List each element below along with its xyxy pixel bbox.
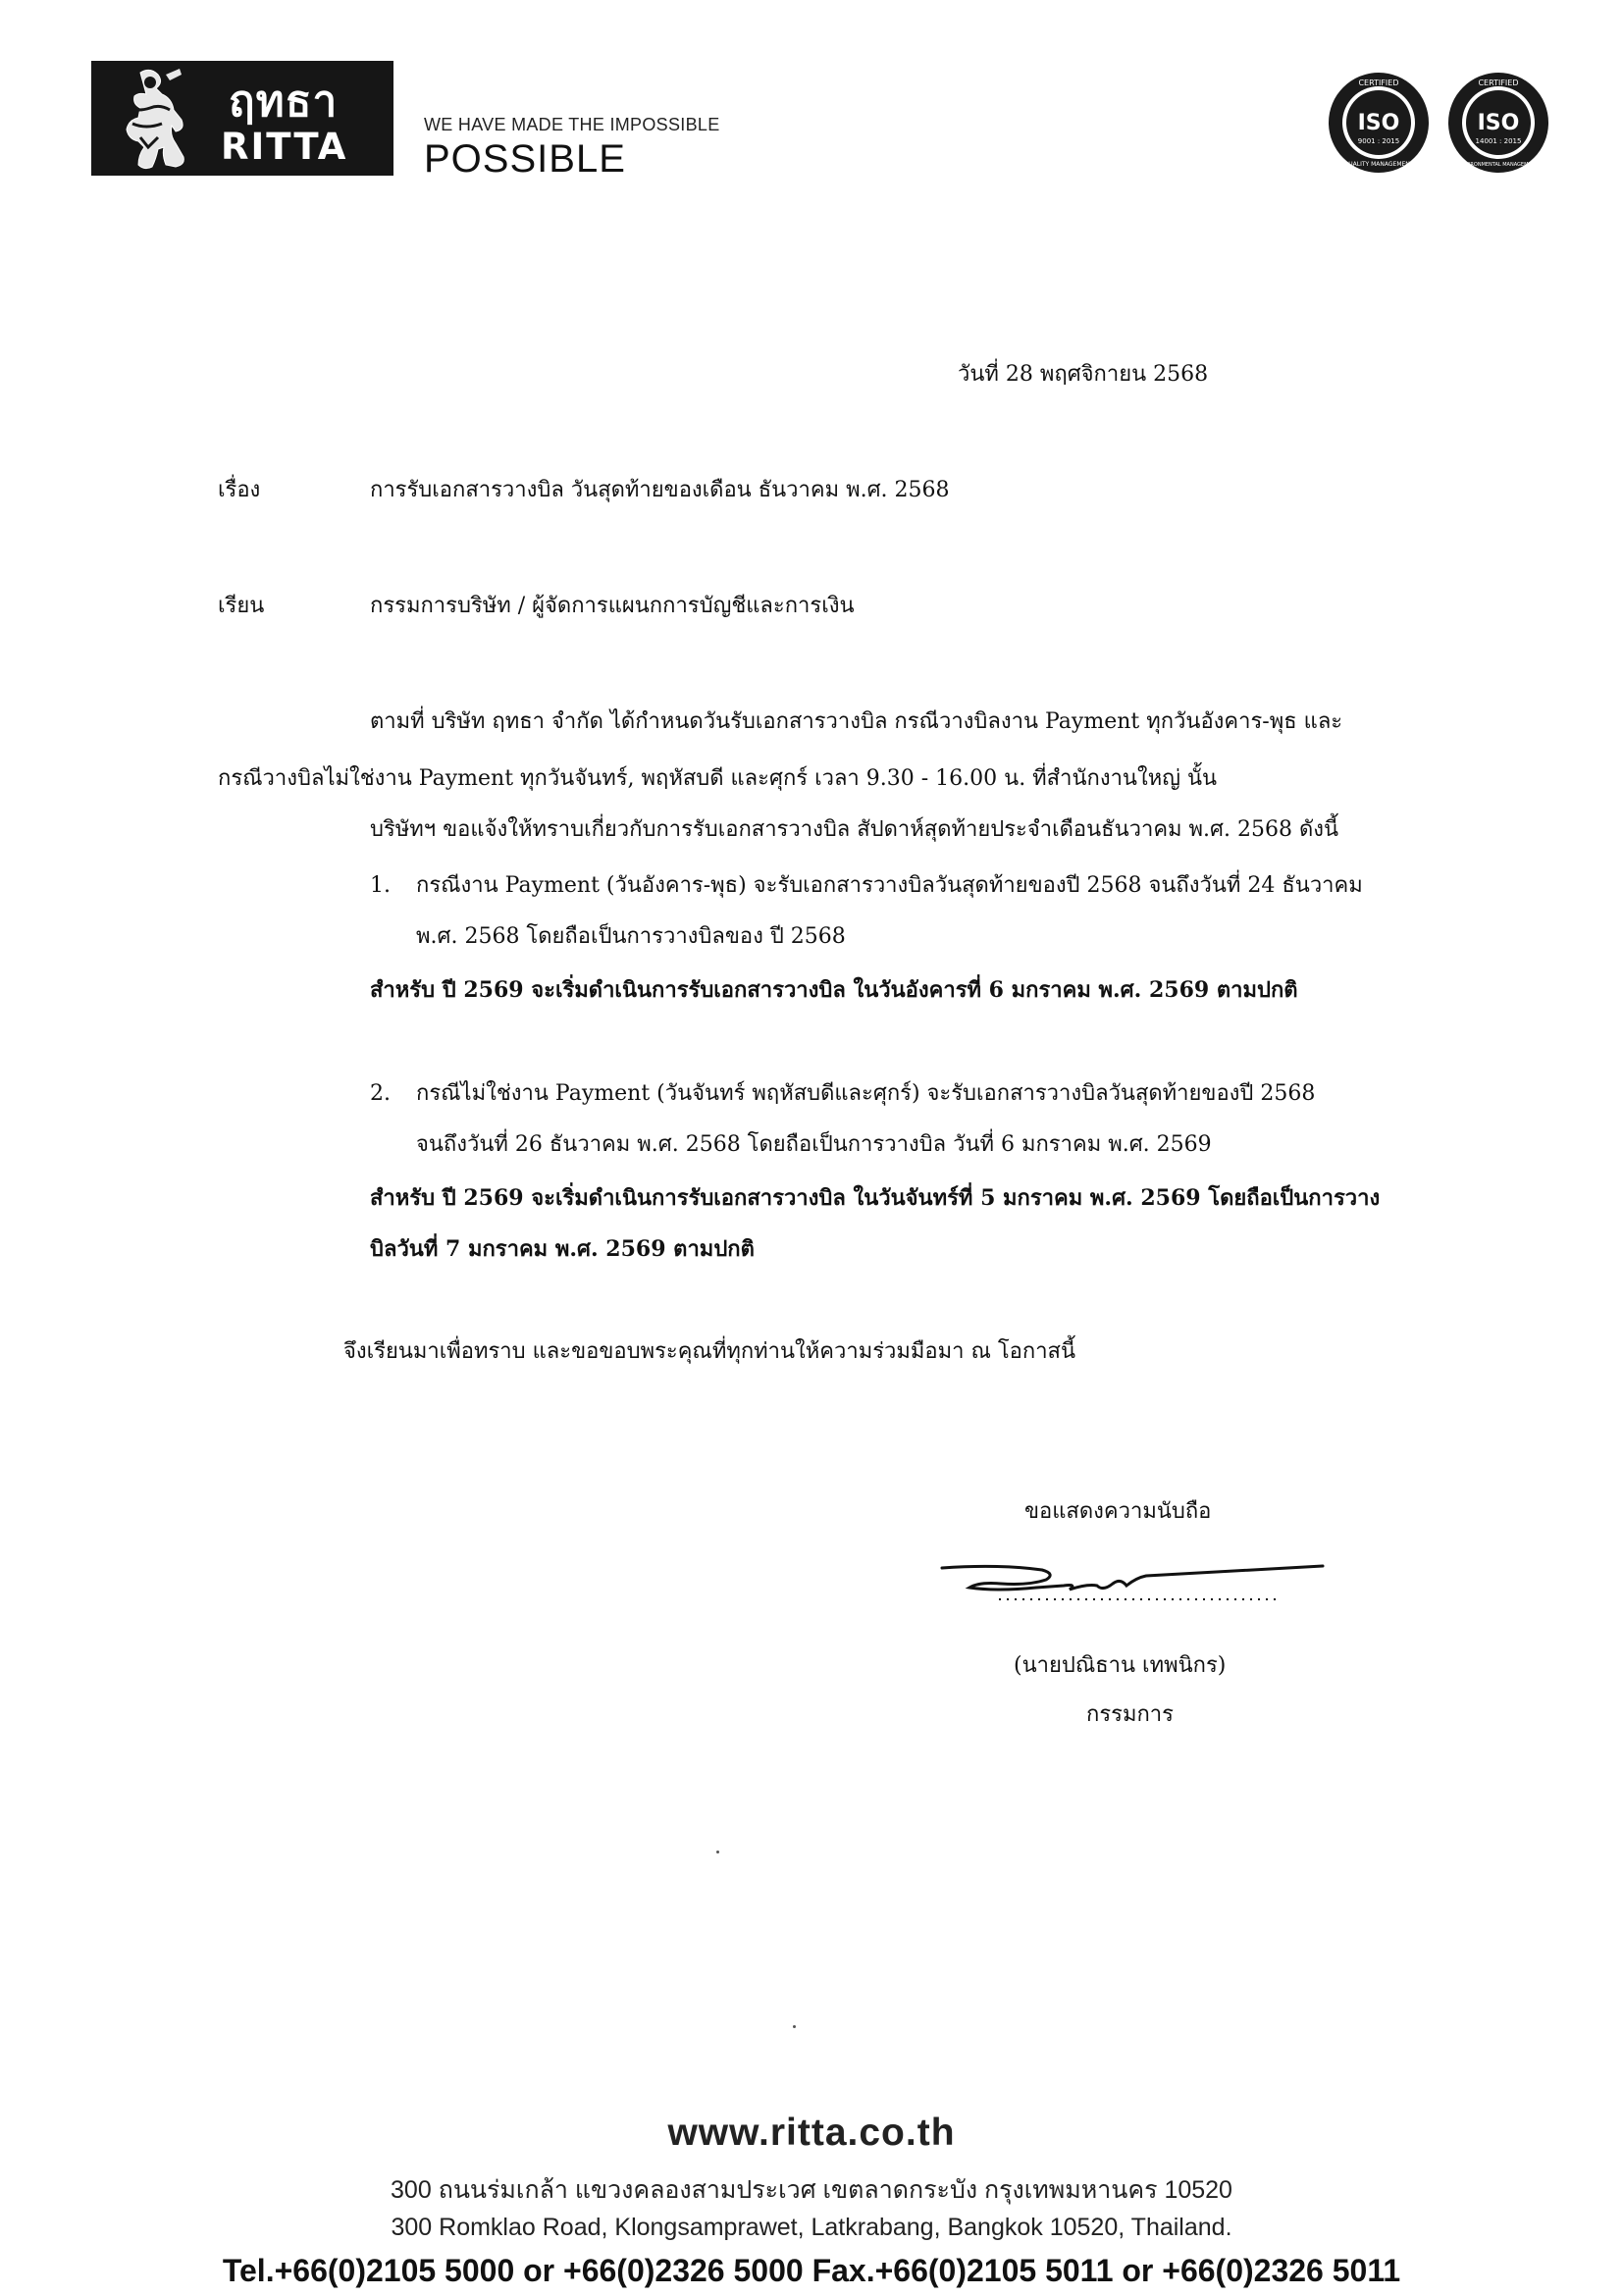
svg-text:ENVIRONMENTAL MANAGEMENT: ENVIRONMENTAL MANAGEMENT <box>1458 162 1539 168</box>
slogan-small: WE HAVE MADE THE IMPOSSIBLE <box>424 115 720 134</box>
item-2-line-1: กรณีไม่ใช่งาน Payment (วันจันทร์ พฤหัสบดีและศุกร์) จะรับเอกสารวางบิลวันสุดท้ายของปี 2568 <box>416 1081 1316 1106</box>
signer-title: กรรมการ <box>1086 1702 1174 1727</box>
regards: ขอแสดงความนับถือ <box>1024 1499 1212 1524</box>
iso-9001-badge-icon <box>1327 71 1431 175</box>
logo-latin-text: RITTA <box>221 126 348 168</box>
svg-text:14001 : 2015: 14001 : 2015 <box>1475 137 1522 145</box>
logo-thai-text: ฤทธา <box>229 77 339 127</box>
closing-line: จึงเรียนมาเพื่อทราบ และขอขอบพระคุณที่ทุกท่านให้ความร่วมมือมา ณ โอกาสนี้ <box>343 1339 1076 1364</box>
signer-name: (นายปณิธาน เทพนิกร) <box>1014 1653 1227 1678</box>
item-1-note: สำหรับ ปี 2569 จะเริ่มดำเนินการรับเอกสารวางบิล ในวันอังคารที่ 6 มกราคม พ.ศ. 2569 ตามปกติ <box>370 977 1298 1003</box>
svg-text:9001 : 2015: 9001 : 2015 <box>1357 137 1400 145</box>
item-2-line-2: จนถึงวันที่ 26 ธันวาคม พ.ศ. 2568 โดยถือเป็นการวางบิล วันที่ 6 มกราคม พ.ศ. 2569 <box>416 1132 1212 1157</box>
iso-14001-badge-icon <box>1446 71 1550 175</box>
paragraph-2: บริษัทฯ ขอแจ้งให้ทราบเกี่ยวกับการรับเอกสารวางบิล สัปดาห์สุดท้ายประจำเดือนธันวาคม พ.ศ. 2568 ดังนี้ <box>370 817 1339 842</box>
recipient-label: เรียน <box>218 594 265 618</box>
recipient-text: กรรมการบริษัท / ผู้จัดการแผนกการบัญชีและการเงิน <box>370 594 855 618</box>
letter-date: วันที่ 28 พฤศจิกายน 2568 <box>958 362 1209 387</box>
item-2-note-line-2: บิลวันที่ 7 มกราคม พ.ศ. 2569 ตามปกติ <box>370 1236 755 1262</box>
item-2-number: 2. <box>370 1081 391 1106</box>
item-2-note-line-1: สำหรับ ปี 2569 จะเริ่มดำเนินการรับเอกสารวางบิล ในวันจันทร์ที่ 5 มกราคม พ.ศ. 2569 โดยถือเป็นการวาง <box>370 1185 1381 1211</box>
svg-text:ISO: ISO <box>1477 111 1520 135</box>
scan-speck <box>716 1851 719 1853</box>
footer-website: www.ritta.co.th <box>667 2112 956 2154</box>
item-1-line-2: พ.ศ. 2568 โดยถือเป็นการวางบิลของ ปี 2568 <box>416 924 846 949</box>
footer-address-thai: 300 ถนนร่มเกล้า แขวงคลองสามประเวศ เขตลาดกระบัง กรุงเทพมหานคร 10520 <box>391 2176 1232 2204</box>
subject-text: การรับเอกสารวางบิล วันสุดท้ายของเดือน ธันวาคม พ.ศ. 2568 <box>370 478 950 502</box>
svg-text:CERTIFIED: CERTIFIED <box>1478 78 1519 87</box>
svg-text:CERTIFIED: CERTIFIED <box>1358 78 1399 87</box>
subject-label: เรื่อง <box>218 478 261 502</box>
item-1-line-1: กรณีงาน Payment (วันอังคาร-พุธ) จะรับเอกสารวางบิลวันสุดท้ายของปี 2568 จนถึงวันที่ 24 ธันวาคม <box>416 873 1363 898</box>
handwritten-signature <box>940 1548 1333 1627</box>
scan-speck <box>793 2025 796 2028</box>
paragraph-1-line-2: กรณีวางบิลไม่ใช่งาน Payment ทุกวันจันทร์, พฤหัสบดี และศุกร์ เวลา 9.30 - 16.00 น. ที่สำนักงานใหญ่ นั้น <box>218 766 1218 791</box>
footer-address-english: 300 Romklao Road, Klongsamprawet, Latkrabang, Bangkok 10520, Thailand. <box>391 2214 1232 2241</box>
paragraph-1-line-1: ตามที่ บริษัท ฤทธา จำกัด ได้กำหนดวันรับเอกสารวางบิล กรณีวางบิลงาน Payment ทุกวันอังคาร-พุธ และ <box>370 709 1343 734</box>
svg-text:ISO: ISO <box>1357 111 1400 135</box>
slogan-big: POSSIBLE <box>424 137 626 181</box>
footer-contact-numbers: Tel.+66(0)2105 5000 or +66(0)2326 5000 Fax.+66(0)2105 5011 or +66(0)2326 5011 <box>222 2253 1401 2288</box>
warrior-emblem-icon <box>101 65 195 173</box>
item-1-number: 1. <box>370 873 391 898</box>
svg-text:QUALITY MANAGEMENT: QUALITY MANAGEMENT <box>1343 161 1414 168</box>
company-logo <box>91 61 393 176</box>
